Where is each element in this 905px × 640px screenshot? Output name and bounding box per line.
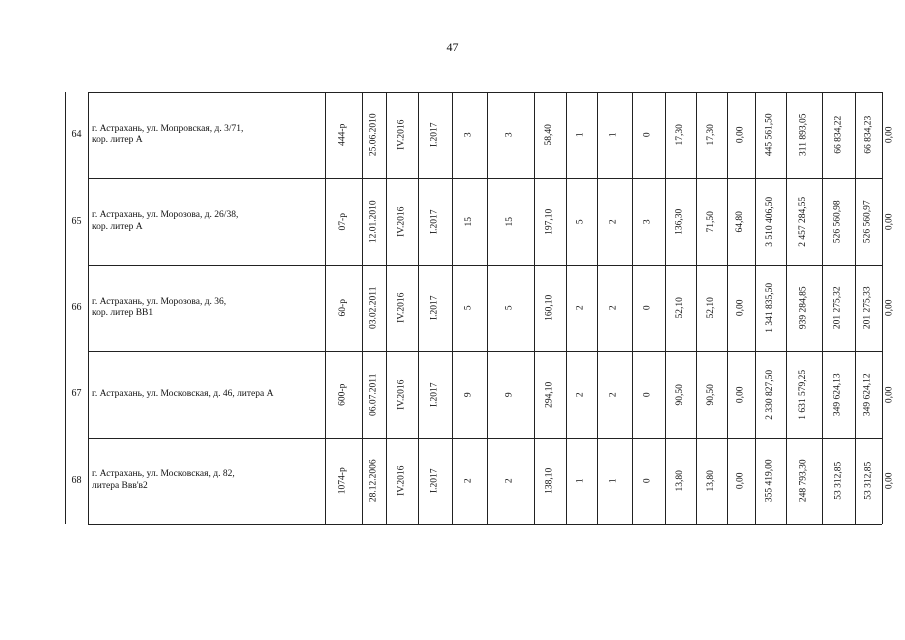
value-cell bbox=[487, 438, 534, 524]
value-cell bbox=[855, 438, 882, 524]
value-text: 1 bbox=[575, 478, 586, 484]
value-cell bbox=[786, 265, 822, 351]
value-cell bbox=[786, 92, 822, 178]
value-text: 0,00 bbox=[884, 386, 895, 403]
value-cell bbox=[786, 438, 822, 524]
value-cell bbox=[362, 438, 386, 524]
value-text: 294,10 bbox=[544, 381, 555, 408]
value-text: 0 bbox=[642, 132, 653, 138]
value-cell bbox=[882, 438, 899, 524]
value-text: 201 275,32 bbox=[832, 286, 843, 330]
value-cell bbox=[418, 438, 452, 524]
value-cell bbox=[418, 92, 452, 178]
value-cell bbox=[386, 178, 418, 264]
value-text: 5 bbox=[575, 219, 586, 224]
value-cell bbox=[487, 92, 534, 178]
value-text: I.2017 bbox=[429, 209, 440, 234]
value-text: 3 bbox=[504, 132, 515, 138]
value-text: 9 bbox=[504, 392, 515, 397]
value-cell bbox=[452, 351, 487, 437]
address-cell: г. Астрахань, ул. Московская, д. 82, литера Ввв'в2 bbox=[92, 469, 235, 491]
value-text: 15 bbox=[463, 216, 474, 227]
value-text: 53 312,85 bbox=[832, 461, 843, 500]
value-text: 9 bbox=[463, 392, 474, 397]
value-cell bbox=[822, 351, 855, 437]
value-text: 160,10 bbox=[544, 294, 555, 322]
value-text: 197,10 bbox=[544, 208, 555, 235]
value-cell bbox=[386, 265, 418, 351]
value-text: 136,30 bbox=[674, 208, 685, 235]
value-cell bbox=[822, 92, 855, 178]
value-text: 445 561,50 bbox=[764, 113, 775, 157]
value-text: IV.2016 bbox=[396, 292, 407, 324]
value-text: 53 312,85 bbox=[862, 461, 873, 500]
value-cell bbox=[325, 351, 362, 437]
value-text: 2 bbox=[608, 392, 619, 397]
value-text: 07-р bbox=[337, 212, 348, 231]
value-cell bbox=[452, 92, 487, 178]
value-cell bbox=[665, 92, 696, 178]
value-cell bbox=[696, 351, 727, 437]
value-cell bbox=[632, 178, 665, 264]
value-text: 12.01.2010 bbox=[368, 200, 379, 243]
value-text: 17,30 bbox=[705, 124, 716, 146]
value-text: 25.06.2010 bbox=[368, 113, 379, 157]
value-cell bbox=[534, 438, 566, 524]
value-text: 64,80 bbox=[735, 210, 746, 233]
value-cell bbox=[696, 178, 727, 264]
value-text: 349 624,13 bbox=[832, 373, 843, 416]
value-text: I.2017 bbox=[429, 468, 440, 494]
value-cell bbox=[418, 178, 452, 264]
value-cell bbox=[362, 265, 386, 351]
value-cell bbox=[534, 265, 566, 351]
row-number: 68 bbox=[71, 474, 82, 486]
value-cell bbox=[325, 92, 362, 178]
value-text: 06.07.2011 bbox=[368, 373, 379, 416]
value-text: IV.2016 bbox=[396, 206, 407, 237]
value-cell bbox=[855, 178, 882, 264]
value-cell bbox=[727, 92, 755, 178]
value-cell bbox=[597, 265, 632, 351]
value-cell bbox=[386, 351, 418, 437]
value-text: 526 560,98 bbox=[832, 200, 843, 243]
value-text: 03.02.2011 bbox=[368, 286, 379, 330]
value-text: I.2017 bbox=[429, 122, 440, 148]
value-cell bbox=[325, 178, 362, 264]
value-cell bbox=[882, 265, 899, 351]
value-cell bbox=[632, 92, 665, 178]
value-cell bbox=[418, 351, 452, 437]
value-cell bbox=[597, 178, 632, 264]
value-text: 5 bbox=[463, 305, 474, 311]
value-text: 526 560,97 bbox=[862, 200, 873, 243]
value-cell bbox=[487, 351, 534, 437]
address-cell: г. Астрахань, ул. Мопровская, д. 3/71, кор. литер А bbox=[92, 123, 244, 146]
value-text: 60-р bbox=[337, 299, 348, 317]
value-text: 2 bbox=[504, 478, 515, 484]
value-cell bbox=[855, 92, 882, 178]
value-cell bbox=[487, 265, 534, 351]
value-cell bbox=[727, 178, 755, 264]
value-text: 2 bbox=[575, 392, 586, 397]
value-text: 2 bbox=[608, 305, 619, 311]
value-cell bbox=[696, 438, 727, 524]
value-cell bbox=[325, 438, 362, 524]
row-number: 67 bbox=[71, 388, 82, 400]
value-text: 0,00 bbox=[884, 299, 895, 317]
value-text: IV.2016 bbox=[396, 465, 407, 496]
value-cell bbox=[534, 92, 566, 178]
value-cell bbox=[386, 438, 418, 524]
value-text: 13,80 bbox=[674, 470, 685, 492]
address-cell: г. Астрахань, ул. Московская, д. 46, литера А bbox=[92, 388, 274, 399]
value-cell bbox=[362, 178, 386, 264]
value-text: 1 bbox=[575, 132, 586, 138]
value-cell bbox=[597, 92, 632, 178]
value-cell bbox=[665, 351, 696, 437]
value-text: 3 bbox=[642, 219, 653, 224]
value-cell bbox=[487, 178, 534, 264]
value-text: 0,00 bbox=[735, 472, 746, 490]
value-cell bbox=[452, 178, 487, 264]
value-cell bbox=[566, 351, 597, 437]
value-text: 248 793,30 bbox=[798, 459, 809, 503]
value-cell bbox=[566, 438, 597, 524]
value-cell bbox=[727, 265, 755, 351]
value-cell bbox=[855, 351, 882, 437]
value-text: 2 457 284,55 bbox=[798, 196, 809, 247]
value-text: 66 834,22 bbox=[832, 116, 843, 155]
value-cell bbox=[665, 178, 696, 264]
value-cell bbox=[452, 438, 487, 524]
value-text: 90,50 bbox=[705, 383, 716, 406]
value-cell bbox=[566, 92, 597, 178]
row-number: 64 bbox=[71, 129, 82, 141]
value-cell bbox=[855, 265, 882, 351]
value-cell bbox=[822, 438, 855, 524]
value-cell bbox=[755, 438, 786, 524]
value-cell bbox=[362, 351, 386, 437]
value-cell bbox=[597, 351, 632, 437]
value-text: 2 330 827,50 bbox=[764, 369, 775, 420]
value-text: 0,00 bbox=[735, 386, 746, 403]
value-text: 1 bbox=[608, 478, 619, 484]
value-text: 1 341 835,50 bbox=[764, 283, 775, 333]
value-text: 52,10 bbox=[705, 297, 716, 319]
value-cell bbox=[566, 265, 597, 351]
value-text: 3 510 406,50 bbox=[764, 196, 775, 247]
value-cell bbox=[727, 351, 755, 437]
value-text: 0,00 bbox=[735, 299, 746, 317]
address-cell: г. Астрахань, ул. Морозова, д. 36, кор. литер ВВ1 bbox=[92, 296, 227, 318]
value-text: 0 bbox=[642, 305, 653, 311]
row-number: 66 bbox=[71, 301, 82, 313]
value-text: 28.12.2006 bbox=[368, 459, 379, 503]
value-cell bbox=[665, 438, 696, 524]
value-text: 0,00 bbox=[884, 126, 895, 144]
value-text: 0,00 bbox=[884, 472, 895, 490]
value-cell bbox=[696, 92, 727, 178]
value-text: 17,30 bbox=[674, 124, 685, 146]
value-text: 939 284,85 bbox=[798, 286, 809, 330]
value-text: 600-р bbox=[337, 383, 348, 406]
value-cell bbox=[452, 265, 487, 351]
value-cell bbox=[632, 438, 665, 524]
value-text: 52,10 bbox=[674, 297, 685, 319]
value-cell bbox=[325, 265, 362, 351]
value-cell bbox=[882, 178, 899, 264]
value-text: 2 bbox=[608, 219, 619, 224]
address-cell: г. Астрахань, ул. Морозова, д. 26/38, кор. литер А bbox=[92, 210, 239, 232]
value-cell bbox=[386, 92, 418, 178]
value-text: 0,00 bbox=[884, 213, 895, 230]
value-text: 0 bbox=[642, 392, 653, 397]
value-cell bbox=[566, 178, 597, 264]
value-cell bbox=[727, 438, 755, 524]
value-cell bbox=[665, 265, 696, 351]
value-text: 71,50 bbox=[705, 210, 716, 233]
value-cell bbox=[534, 178, 566, 264]
table-row-divider bbox=[88, 524, 882, 525]
value-cell bbox=[755, 92, 786, 178]
value-cell bbox=[597, 438, 632, 524]
value-text: I.2017 bbox=[429, 382, 440, 407]
value-text: 13,80 bbox=[705, 470, 716, 492]
value-cell bbox=[362, 92, 386, 178]
value-cell bbox=[822, 178, 855, 264]
value-text: IV.2016 bbox=[396, 120, 407, 151]
value-text: 349 624,12 bbox=[862, 373, 873, 416]
value-cell bbox=[755, 265, 786, 351]
value-text: 15 bbox=[504, 216, 515, 227]
value-text: 311 893,05 bbox=[798, 113, 809, 157]
value-text: 90,50 bbox=[674, 383, 685, 406]
value-text: 58,40 bbox=[544, 124, 555, 146]
value-cell bbox=[755, 351, 786, 437]
value-text: I.2017 bbox=[429, 295, 440, 321]
value-text: 3 bbox=[463, 132, 474, 138]
value-text: 2 bbox=[463, 478, 474, 484]
value-text: 66 834,23 bbox=[862, 116, 873, 155]
value-cell bbox=[632, 265, 665, 351]
value-text: 138,10 bbox=[544, 467, 555, 494]
value-text: 1 bbox=[608, 132, 619, 138]
value-text: 0,00 bbox=[735, 126, 746, 144]
value-cell bbox=[822, 265, 855, 351]
value-text: 444-р bbox=[337, 124, 348, 147]
value-text: 1074-р bbox=[337, 467, 348, 495]
table-column-divider bbox=[88, 92, 89, 524]
value-cell bbox=[534, 351, 566, 437]
value-text: IV.2016 bbox=[396, 379, 407, 410]
page-number: 47 bbox=[446, 40, 459, 54]
value-cell bbox=[786, 178, 822, 264]
value-cell bbox=[882, 351, 899, 437]
value-cell bbox=[632, 351, 665, 437]
value-text: 201 275,33 bbox=[862, 286, 873, 330]
value-text: 5 bbox=[504, 305, 515, 311]
value-cell bbox=[418, 265, 452, 351]
value-cell bbox=[696, 265, 727, 351]
value-cell bbox=[786, 351, 822, 437]
value-text: 355 419,00 bbox=[764, 459, 775, 503]
value-cell bbox=[882, 92, 899, 178]
value-text: 0 bbox=[642, 478, 653, 484]
value-text: 1 631 579,25 bbox=[798, 369, 809, 420]
value-text: 2 bbox=[575, 305, 586, 311]
row-number: 65 bbox=[71, 215, 82, 227]
value-cell bbox=[755, 178, 786, 264]
